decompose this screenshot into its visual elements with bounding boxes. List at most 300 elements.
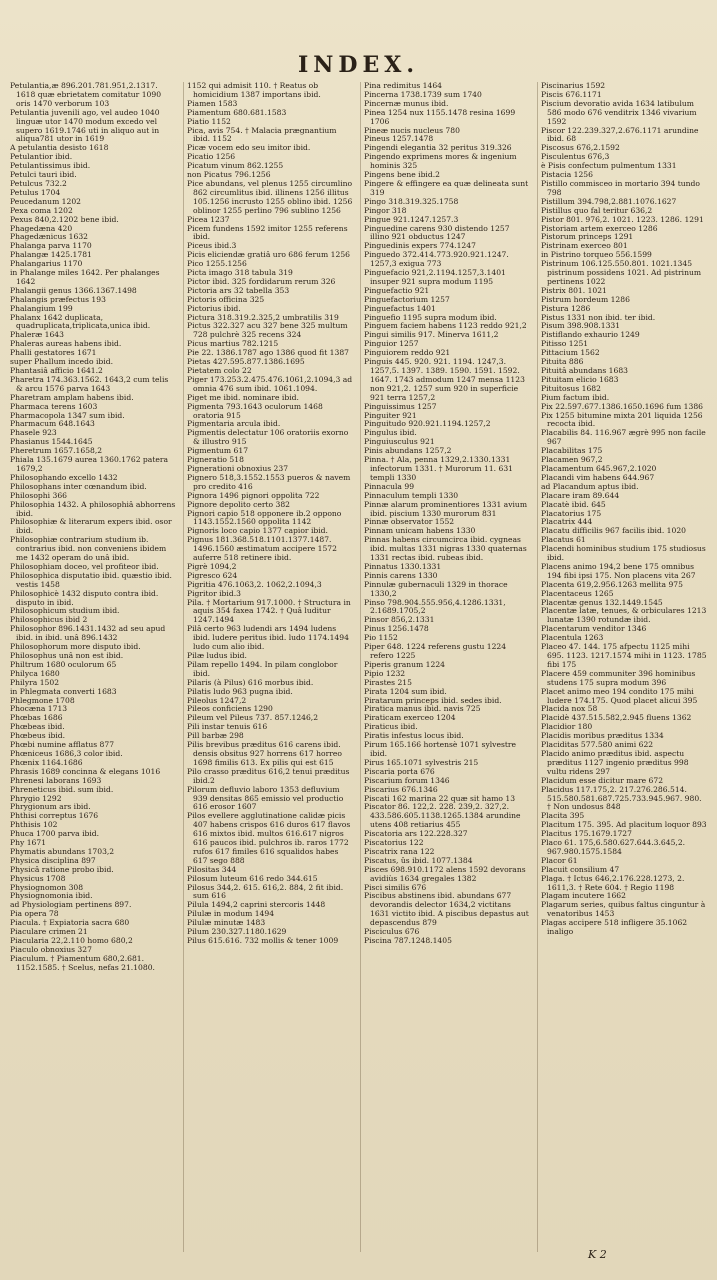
index-entry: Phocæna 1713 — [10, 704, 68, 714]
index-entry: Pisum 398.908.1331 — [541, 321, 621, 331]
index-entry: Pilâ certo 963 ludendi ars 1494 ludens ibid. ludere peritus ibid. ludo 1174.1494 ludo cum alio ibid. — [187, 624, 349, 652]
index-entry: Phalangæ 1425.1781 — [10, 250, 92, 260]
index-entry: Pilam repello 1494. In pilam conglobor ibid. — [187, 659, 338, 678]
index-entry: Pitisso 1251 — [541, 339, 589, 349]
index-entry: Pinguedine carens 930 distendo 1257 illino 921 obductus 1247 — [364, 223, 510, 242]
index-entry: Phalangii genus 1366.1367.1498 — [10, 285, 137, 295]
index-entry: Piperis granum 1224 — [364, 659, 446, 669]
index-entry: Pistillum 394.798,2.881.1076.1627 — [541, 196, 677, 206]
index-entry: in Phlegmata converti 1683 — [10, 686, 117, 696]
index-entry: Phagedænicus 1632 — [10, 232, 88, 242]
index-entry: Piscinarius 1592 — [541, 82, 606, 90]
index-entry: Pinguiusculus 921 — [364, 437, 435, 447]
index-entry: Physicus 1708 — [10, 873, 66, 883]
index-entry: in Pistrino torqueo 556.1599 — [541, 250, 652, 260]
index-entry: è Pisis confectum pulmentum 1331 — [541, 161, 677, 171]
index-entry: Philosophicus ibid 2 — [10, 615, 88, 625]
index-entry: Pistacia 1256 — [541, 170, 593, 180]
index-entry: Placatorius 175 — [541, 508, 602, 518]
index-entry: Pilaris (à Pilus) 616 morbus ibid. — [187, 677, 314, 687]
index-entry: Pistrinum 106.125.550.801. 1021.1345 pistrinum possidens 1021. Ad pistrinum pertinens 1022 — [541, 259, 702, 286]
index-entry: Piscor 122.239.327,2.676.1171 arundine ibid. 68 — [541, 125, 699, 144]
index-entry: Phrenesi laborans 1693 — [10, 775, 102, 785]
index-entry: Pinnis carens 1330 — [364, 570, 438, 580]
index-entry: Placita 395 — [541, 811, 585, 821]
index-entry: Placitus 175.1679.1727 — [541, 829, 632, 839]
index-entry: Pistiflando exhaurio 1249 — [541, 330, 640, 340]
index-entry: Pirum 165.166 hortensè 1071 sylvestre ibid. — [364, 740, 517, 758]
index-entry: Pistus 1331 non ibid. ter ibid. — [541, 312, 656, 322]
index-entry: Phœbi numine afflatus 877 — [10, 740, 115, 750]
index-entry: Pingo 318.319.325.1758 — [364, 196, 459, 206]
index-entry: Petulantia,æ 896.201.781.951,2.1317. 1618 quæ ebrietatem comitatur 1090 oris 1470 verborum 103 — [10, 82, 162, 108]
index-entry: Plaga. † Ictus 646,2.176.228.1273, 2. 1611,3. † Rete 604. † Regio 1198 — [541, 873, 685, 892]
index-entry: Pisciculus 676 — [364, 927, 420, 937]
index-entry: Piacula. † Expiatoria sacra 680 — [10, 918, 130, 928]
index-entry: Philosophica disputatio ibid. quæstio ibid. vestis 1458 — [10, 570, 172, 589]
index-entry: Placere 459 communiter 396 hominibus studens 175 supra modum 396 — [541, 668, 696, 687]
index-entry: Phrygio 1292 — [10, 793, 62, 803]
index-entry: Pileum vel Pileus 737. 857.1246,2 — [187, 713, 319, 723]
index-entry: super Phallum incedo ibid. — [10, 357, 113, 367]
index-entry: Pignerationi obnoxius 237 — [187, 463, 289, 473]
index-entry: Placidior 180 — [541, 722, 593, 732]
index-entry: Pigritor ibid.3 — [187, 588, 241, 598]
index-entry: Pinso 798.904.555.956,4.1286.1331, 2.1689.1705,2 — [364, 597, 506, 616]
index-entry: Pico 1255.1256 — [187, 259, 247, 269]
index-entry: Pina redimitus 1464 — [364, 82, 442, 90]
index-entry: Pineæ nucis nucleus 780 — [364, 125, 460, 135]
index-entry: Placida nox 58 — [541, 704, 598, 714]
index-entry: Pilatis ludo 963 pugna ibid. — [187, 686, 293, 696]
index-entry: Pingulus ibid. — [364, 428, 417, 438]
index-entry: Piaculare crimen 21 — [10, 927, 88, 937]
index-entry: Pittacium 1562 — [541, 348, 600, 358]
index-entry: Phagedæna 420 — [10, 223, 73, 233]
index-entry: Phthisi correptus 1676 — [10, 811, 99, 821]
index-entry: Pexa coma 1202 — [10, 205, 73, 215]
index-entry: Pinguefactorium 1257 — [364, 294, 450, 304]
index-entry: Picæ vocem edo seu imitor ibid. — [187, 143, 311, 153]
index-entry: Pharetra 174.363.1562. 1643,2 cum telis & arcu 1576 parva 1643 — [10, 374, 169, 393]
index-entry: Phreneticus ibid. sum ibid. — [10, 784, 114, 794]
index-entry: Petulantia juvenili ago, vel audeo 1040 linguæ utor 1470 modum excedo vel supero 1619.1746 uti in aliquo aut in aliqua781 utor in 1619 — [10, 107, 160, 144]
index-entry: Placenta 619,2.956.1263 mellita 975 — [541, 579, 683, 589]
index-entry: Pinguior 1257 — [364, 339, 419, 349]
index-entry: Pexus 840,2.1202 bene ibid. — [10, 214, 119, 224]
index-entry: Pie 22. 1386.1787 ago 1386 quod fit 1387 — [187, 348, 349, 358]
index-entry: Philtrum 1680 oculorum 65 — [10, 659, 117, 669]
index-entry: Petulantior ibid. — [10, 152, 73, 162]
index-entry: Pilus 615.616. 732 mollis & tener 1009 — [187, 936, 339, 945]
index-entry: Pill barbæ 298 — [187, 731, 244, 741]
index-entry: Pingui similis 917. Minerva 1611,2 — [364, 330, 499, 340]
index-entry: Philosophus unâ non est ibid. — [10, 651, 124, 660]
index-entry: Piger 173.253.2.475.476.1061,2.1094,3 ad omnia 476 sum ibid. 1061.1094. — [187, 374, 353, 393]
index-entry: Placitum 175. 395. Ad placitum loquor 893 — [541, 820, 707, 830]
index-entry: Placamentum 645.967,2.1020 — [541, 463, 657, 473]
index-entry: Pharmacopola 1347 sum ibid. — [10, 410, 125, 420]
signature-mark: K 2 — [588, 1248, 607, 1261]
index-entry: Pigmentum 617 — [187, 446, 249, 456]
index-entry: Pituita 886 — [541, 357, 584, 367]
index-entry: Piatio 1152 — [187, 116, 231, 126]
index-entry: Pistor 801. 976,2. 1021. 1223. 1286. 1291 — [541, 214, 704, 224]
index-entry: in Phalange miles 1642. Per phalanges 1642 — [10, 268, 160, 286]
index-entry: Piraticam exerceo 1204 — [364, 713, 456, 723]
index-entry: Pignora 1496 pignori oppolita 722 — [187, 490, 320, 500]
index-entry: Phœnix 1164.1686 — [10, 757, 83, 767]
index-entry: Physica disciplina 897 — [10, 855, 96, 865]
index-entry: Philosophi 366 — [10, 490, 67, 500]
index-entry: Phantasiâ afficio 1641.2 — [10, 366, 103, 375]
index-entry: Placentula 1263 — [541, 633, 604, 643]
index-entry: Piscatorius 122 — [364, 838, 424, 848]
index-entry: Pilorum defluvio laboro 1353 defluvium 939 densitas 865 emissio vel productio 616 erosor 1607 — [187, 784, 344, 812]
index-entry: Placidum esse dicitur mare 672 — [541, 775, 664, 785]
index-entry: Pistorum princeps 1291 — [541, 232, 634, 242]
index-entry: Pigneratio 518 — [187, 455, 244, 465]
index-entry: Plagam incutere 1662 — [541, 891, 626, 901]
index-entry: Philosophiæ contrarium studium ib. contrarius ibid. non conveniens ibidem me 1432 operam do unâ ibid. — [10, 535, 167, 563]
index-entry: Piscibus abstinens ibid. abundans 677 devorandis delector 1634,2 victitans 1631 victito ibid. A piscibus depastus aut depascendus 879 — [364, 891, 529, 928]
index-entry: Pinna. † Ala, penna 1329,2.1330.1331 infectorum 1331. † Murorum 11. 631 templi 1330 — [364, 455, 513, 482]
index-entry: Pistillus quo fal teritur 636,2 — [541, 205, 653, 215]
index-entry: Philosophiam doceo, vel profiteor ibid. — [10, 561, 159, 571]
index-entry: Pistoriam artem exerceo 1286 — [541, 223, 658, 233]
index-entry: Phuca 1700 parva ibid. — [10, 829, 100, 839]
index-entry: Phrygionum ars ibid. — [10, 802, 91, 812]
index-entry: Pinguiter 921 — [364, 410, 417, 420]
index-entry: Pituitam elicio 1683 — [541, 374, 619, 384]
index-entry: non Picatus 796.1256 — [187, 170, 271, 180]
index-entry: Placentæ genus 132.1449.1545 — [541, 597, 663, 607]
index-entry: Pinnacula 99 — [364, 481, 415, 491]
index-entry: Piscati 162 marina 22 quæ sit hamo 13 — [364, 793, 516, 803]
index-entry: Pisculentus 676,3 — [541, 152, 610, 162]
index-entry: Piratis infestus locus ibid. — [364, 731, 464, 741]
index-entry: Placare iram 89.644 — [541, 490, 620, 500]
index-entry: Phasianus 1544.1645 — [10, 437, 93, 447]
index-entry: Placatrix 444 — [541, 517, 593, 527]
index-entry: Pia opera 78 — [10, 909, 59, 919]
index-entry: Picatum vinum 862.1255 — [187, 161, 284, 171]
index-entry: Physiognomon 308 — [10, 882, 84, 892]
index-entry: Pinguiorem reddo 921 — [364, 348, 451, 358]
index-column-3 — [364, 82, 530, 1252]
index-entry: Pix 1255 bitumine mixta 201 liquida 1256 recocta ibid. — [541, 410, 703, 429]
index-entry: Pinguem faciem habens 1123 reddo 921,2 — [364, 321, 527, 331]
index-entry: Picus martius 782.1215 — [187, 339, 279, 349]
index-entry: Placatus 61 — [541, 535, 586, 545]
index-entry: Pigmentis delectatur 106 oratoriis exorno & illustro 915 — [187, 428, 349, 447]
index-entry: Placentarum venditor 1346 — [541, 624, 647, 634]
index-entry: Pinnæ alarum prominentiores 1331 avium ibid. piscium 1330 murorum 831 — [364, 499, 528, 518]
index-entry: Pinnaculum templi 1330 — [364, 490, 459, 500]
index-entry: Philosophans inter cœnandum ibid. — [10, 481, 147, 491]
index-entry: Placidus 117.175,2. 217.276.286.514. 515.580.581.687.725.733.945.967. 980. † Non undosus 848 — [541, 784, 702, 812]
index-entry: Pistrix 801. 1021 — [541, 285, 607, 295]
index-entry: Phthisis 102 — [10, 820, 58, 830]
index-entry: Pingere & effingere ea quæ delineata sunt 319 — [364, 178, 529, 197]
index-entry: Pineus 1257.1478 — [364, 134, 434, 144]
index-entry: Pilulæ in modum 1494 — [187, 909, 275, 919]
index-entry: Placatè ibid. 645 — [541, 499, 606, 509]
index-entry: Pinus 1256.1478 — [364, 624, 429, 634]
index-entry: Philosophando excello 1432 — [10, 472, 118, 482]
index-entry: Pix 22.597.677.1386.1650.1696 fum 1386 — [541, 401, 703, 411]
index-entry: Pinnæ observator 1552 — [364, 517, 455, 527]
index-entry: Pharmacum 648.1643 — [10, 419, 95, 429]
index-entry: Phalli gestatores 1671 — [10, 348, 97, 358]
index-entry: Picatio 1256 — [187, 152, 236, 162]
index-entry: Phœbas 1686 — [10, 713, 63, 723]
index-entry: Pileolus 1247,2 — [187, 695, 247, 705]
index-entry: Pipio 1232 — [364, 668, 406, 678]
index-entry: Plagas accipere 518 infligere 35.1062 inaligo — [541, 918, 688, 937]
index-entry: ad Physiologiam pertinens 897. — [10, 900, 132, 910]
index-entry: Physicâ ratione probo ibid. — [10, 864, 114, 874]
index-entry: Pirus 165.1071 sylvestris 215 — [364, 757, 479, 767]
index-entry: A petulantia desisto 1618 — [10, 143, 109, 153]
index-entry: Pinnas habens circumcirca ibid. cygneas ibid. multas 1331 nigras 1330 quaternas 1331 rectas ibid. rubeas ibid. — [364, 535, 527, 563]
index-entry: Placidis moribus præditus 1334 — [541, 731, 664, 741]
index-entry: Picem fundens 1592 imitor 1255 referens ibid. — [187, 223, 348, 242]
index-entry: Pili instar tenuis 616 — [187, 722, 268, 732]
index-entry: Pigritia 476.1063,2. 1062,2.1094,3 — [187, 579, 322, 589]
index-entry: Pistura 1286 — [541, 303, 591, 313]
index-entry: Phalanga parva 1170 — [10, 241, 92, 251]
index-entry: Plagarum series, quibus faltus cinguntur à venatoribus 1453 — [541, 900, 706, 919]
index-entry: Pilositas 344 — [187, 864, 237, 874]
index-entry: Pirata 1204 sum ibid. — [364, 686, 447, 696]
index-entry: Picea 1237 — [187, 214, 230, 224]
index-entry: Pituitâ abundans 1683 — [541, 366, 628, 375]
index-entry: Piscium devoratio avida 1634 latibulum 586 modo 676 venditrix 1346 vivarium 1592 — [541, 98, 697, 126]
index-entry: Pilis brevibus præditus 616 carens ibid. densis obsitus 927 horrens 617 horreo 1698 fimilis 613. Ex pilis qui est 615 — [187, 740, 342, 767]
index-entry: Pictus 322.327 acu 327 bene 325 multum 728 pulchrè 325 recens 324 — [187, 321, 348, 340]
index-column-1 — [10, 82, 176, 1252]
index-entry: Phalanx 1642 duplicata, quadruplicata,triplicata,unica ibid. — [10, 312, 151, 331]
index-entry: Pigresco 624 — [187, 570, 238, 580]
index-entry: 1152 qui admisit 110. † Reatus ob homicidium 1387 importans ibid. — [187, 82, 321, 99]
index-entry: Pictor ibid. 325 fordidarum rerum 326 — [187, 276, 336, 286]
index-entry: Philyra 1502 — [10, 677, 60, 687]
index-entry: Placido animo præditus ibid. aspectu præditus 1127 ingenio præditus 998 vultu ridens 297 — [541, 748, 689, 776]
index-entry: Pila. † Mortarium 917.1000. † Structura in aquis 354 faxea 1742. † Quâ luditur 1247.1494 — [187, 597, 351, 625]
index-entry: Petulantissimus ibid. — [10, 161, 91, 171]
index-entry: Pignori capio 518 opponere ib.2 oppono 1143.1552.1560 oppolita 1142 — [187, 508, 342, 527]
index-entry: Pinguedo 372.414.773.920.921.1247. 1257,3 exigua 773 — [364, 250, 509, 269]
index-column-4 — [541, 82, 707, 1252]
index-columns — [10, 82, 707, 1252]
index-entry: Piceus ibid.3 — [187, 241, 237, 251]
index-entry: Peucedanum 1202 — [10, 196, 82, 206]
index-entry: Pilæ ludus ibid. — [187, 651, 247, 660]
index-entry: Phasele 923 — [10, 428, 57, 438]
index-entry: Pigmentaria arcula ibid. — [187, 419, 281, 429]
index-entry: Placatu difficilis 967 facilis ibid. 1020 — [541, 526, 686, 536]
index-entry: Piscator 86. 122,2. 228. 239,2. 327,2. 433.586.605.1138.1265.1384 arundine utens 408 retiarius 455 — [364, 802, 521, 830]
index-entry: Placidè 437.515.582,2.945 fluens 1362 — [541, 713, 692, 723]
index-entry: Placabilis 84. 116.967 ægrè 995 non facile 967 — [541, 428, 706, 447]
index-entry: Pilos evellere agglutinatione calidæ picis 407 habens crispos 616 duros 617 flavos 616 mixtos ibid. multos 616.617 nigros 616 paucos ibid. pulchros ib. raros 1772 rufos 617 fimiles 616 squalidos habes 617 sego 888 — [187, 811, 351, 865]
index-entry: Phaleræ 1643 — [10, 330, 64, 340]
index-entry: Pileos conficiens 1290 — [187, 704, 273, 714]
index-entry: Piscarium forum 1346 — [364, 775, 450, 785]
index-entry: Piper 648. 1224 referens gustu 1224 refero 1225 — [364, 642, 507, 660]
index-entry: Pictorius ibid. — [187, 303, 241, 313]
index-entry: Pilosum luteum 616 redo 344.615 — [187, 873, 318, 883]
index-entry: Placor 61 — [541, 855, 578, 865]
index-entry: Pica, avis 754. † Malacia prægnantium ibid. 1152 — [187, 125, 337, 144]
index-entry: Philosophicum studium ibid. — [10, 606, 120, 616]
index-entry: Pinguefactus 1401 — [364, 303, 436, 313]
index-entry: Piamen 1583 — [187, 98, 238, 108]
index-entry: Pinguissimus 1257 — [364, 401, 437, 411]
index-entry: Pinnulæ gubernaculi 1329 in thorace 1330,2 — [364, 579, 508, 598]
index-entry: Pinguefactio 921 — [364, 285, 430, 295]
index-entry: Phœniceus 1686,3 color ibid. — [10, 748, 123, 758]
index-entry: Placo 61. 175,6.580.627.644.3.645,2. 967.980.1575.1584 — [541, 838, 686, 856]
index-entry: Piscis 676.1171 — [541, 89, 602, 99]
index-entry: Piamentum 680.681.1583 — [187, 107, 287, 117]
index-entry: Pignore depolito certo 382 — [187, 499, 290, 509]
index-entry: Pictoris officina 325 — [187, 294, 265, 304]
index-entry: Phiala 135.1679 aurea 1360.1762 patera 1679,2 — [10, 455, 169, 473]
index-entry: Pinis abundans 1257,2 — [364, 446, 452, 456]
index-entry: Piscatus, ûs ibid. 1077.1384 — [364, 855, 473, 865]
index-entry: Pilum 230.327.1180.1629 — [187, 927, 287, 937]
index-entry: Petulus 1704 — [10, 187, 61, 197]
index-entry: Pietas 427.595.877.1386.1695 — [187, 357, 305, 367]
index-entry: Placens animo 194,2 bene 175 omnibus 194 fibi ipsi 175. Non placens vita 267 — [541, 561, 696, 580]
index-entry: Piscarius 676.1346 — [364, 784, 438, 794]
index-entry: Pigrè 1094,2 — [187, 561, 237, 571]
index-entry: Picta imago 318 tabula 319 — [187, 268, 293, 278]
index-entry: Pilo crasso præditus 616,2 tenui præditus ibid.2 — [187, 766, 350, 785]
index-entry: Pictura 318.319.2.325,2 umbratilis 319 — [187, 312, 339, 322]
index-entry: Piaculum. † Piamentum 680,2.681. 1152.1585. † Scelus, nefas 21.1080. — [10, 953, 155, 972]
index-column-2 — [187, 82, 353, 1252]
index-entry: Pingendo exprimens mores & ingenium hominis 325 — [364, 152, 517, 171]
index-entry: Piscaria porta 676 — [364, 766, 435, 776]
index-entry: Piaculo obnoxius 327 — [10, 944, 92, 954]
index-entry: Pium factum ibid. — [541, 392, 610, 402]
index-entry: Pingor 318 — [364, 205, 407, 215]
index-entry: Pinguis 445. 920. 921. 1194. 1247,3. 1257,5. 1397. 1389. 1590. 1591. 1592. 1647. 1743 admodum 1247 mensa 1123 non 921,2. 1257 sum 920 in superficie 921 terra 1257,2 — [364, 357, 525, 402]
index-entry: Placendi hominibus studium 175 studiosus ibid. — [541, 544, 706, 563]
index-entry: Phlegmone 1708 — [10, 695, 75, 705]
index-entry: Placamen 967,2 — [541, 455, 603, 465]
index-entry: Pio 1152 — [364, 633, 398, 643]
index-entry: Pignus 181.368.518.1101.1377.1487. 1496.1560 æstimatum accipere 1572 auferre 518 retinere ibid. — [187, 535, 337, 563]
index-entry: Placet animo meo 194 condito 175 mihi ludere 174.175. Quod placet alicui 395 — [541, 686, 698, 705]
index-entry: Phy 1671 — [10, 838, 47, 848]
index-entry: ad Placandum aptus ibid. — [541, 481, 639, 491]
index-entry: Pinnatus 1330.1331 — [364, 561, 442, 571]
index-entry: Phœbeas ibid. — [10, 722, 65, 732]
index-entry: Pituitosus 1682 — [541, 383, 601, 393]
index-entry: Philosophicè 1432 disputo contra ibid. disputo in ibid. — [10, 588, 159, 607]
index-entry: Pistrum hordeum 1286 — [541, 294, 630, 304]
index-entry: Petulcus 732.2 — [10, 178, 67, 188]
index-entry: Piscatrix rana 122 — [364, 846, 435, 856]
index-entry: Pinguefio 1195 supra modum ibid. — [364, 312, 497, 322]
index-entry: Phaleras aureas habens ibid. — [10, 339, 122, 349]
index-entry: Piscosus 676,2.1592 — [541, 143, 620, 153]
index-entry: Pisci similis 676 — [364, 882, 427, 892]
index-entry: Placiditas 577.580 animi 622 — [541, 740, 654, 750]
index-entry: Pilosus 344,2. 615. 616,2. 884, 2 fit ibid. sum 616 — [187, 882, 344, 901]
index-entry: Pilulæ minutæ 1483 — [187, 918, 266, 928]
index-entry: Pignero 518,3.1552.1553 pueros & navem pro credito 416 — [187, 472, 351, 491]
index-entry: Philyca 1680 — [10, 668, 60, 678]
index-entry: Pincernæ munus ibid. — [364, 98, 449, 108]
index-entry: Pignoris loco capio 1377 capior ibid. — [187, 526, 328, 536]
index-entry: Placabilitas 175 — [541, 446, 603, 456]
index-entry: Phrasis 1689 concinna & elegans 1016 — [10, 766, 161, 776]
index-entry: Placentaceus 1265 — [541, 588, 614, 598]
index-entry: Petulci tauri ibid. — [10, 170, 77, 180]
index-entry: Phalangis præfectus 193 — [10, 294, 106, 304]
index-entry: Pingue 921.1247.1257.3 — [364, 214, 459, 224]
index-entry: Piacularia 22,2.110 homo 680,2 — [10, 936, 133, 945]
index-entry: Piget me ibid. nominare ibid. — [187, 392, 299, 402]
index-entry: Pinea 1254 nux 1155.1478 resina 1699 1706 — [364, 107, 516, 126]
index-entry: Pistrinam exerceo 801 — [541, 241, 628, 251]
index-entry: Pinsor 856,2.1331 — [364, 615, 435, 625]
index-entry: Piratarum princeps ibid. sedes ibid. — [364, 695, 502, 705]
index-entry: Pice abundans, vel plenus 1255 circumlino 862 circumlitus ibid. illinens 1256 illitus 105.1256 incrusto 1255 oblino ibid. 1256 oblinor 1255 perlino 796 sublino 1256 — [187, 178, 353, 215]
index-entry: Placuit consilium 47 — [541, 864, 620, 874]
index-entry: Philosophia 1432. A philosophiâ abhorrens ibid. — [10, 499, 176, 518]
index-entry: Pirastes 215 — [364, 677, 412, 687]
index-entry: Piscatoria ars 122.228.327 — [364, 829, 468, 839]
index-entry: Pheretrum 1657.1658,2 — [10, 446, 103, 456]
index-entry: Placeo 47. 144. 175 afpectu 1125 mihi 695. 1123. 1217.1574 mihi in 1123. 1785 fibi 175 — [541, 642, 707, 669]
index-entry: Pilula 1494,2 caprini stercoris 1448 — [187, 900, 326, 910]
index-entry: Placentæ latæ, tenues, & orbiculares 1213 lunatæ 1390 rotundæ ibid. — [541, 606, 707, 625]
index-entry: Pinguefacio 921,2.1194.1257,3.1401 insuper 921 supra modum 1195 — [364, 268, 506, 286]
index-entry: Pigmenta 793.1643 oculorum 1468 oratoria 915 — [187, 401, 323, 420]
index-entry: Phymatis abundans 1703,2 — [10, 846, 115, 856]
index-entry: Pingens bene ibid.2 — [364, 170, 440, 180]
index-entry: Pinnam unicam habens 1330 — [364, 526, 476, 536]
index-entry: Phœbeus ibid. — [10, 731, 66, 741]
index-entry: Philosophor 896.1431.1432 ad seu apud ibid. in ibid. unâ 896.1432 — [10, 624, 166, 643]
index-entry: Physiognomonia ibid. — [10, 891, 93, 901]
index-entry: Philosophiæ & literarum expers ibid. osor ibid. — [10, 517, 172, 536]
index-entry: Pistillo commisceo in mortario 394 tundo 798 — [541, 178, 700, 197]
index-entry: Pinguitudo 920.921.1194.1257,2 — [364, 419, 491, 429]
index-entry: Pietatem colo 22 — [187, 366, 252, 375]
index-entry: Placandi vim habens 644.967 — [541, 472, 655, 482]
index-entry: Piratica manus ibid. navis 725 — [364, 704, 481, 714]
index-entry: Pictoria ars 32 tabella 353 — [187, 285, 290, 295]
index-entry: Pharmaca terens 1603 — [10, 401, 98, 411]
index-entry: Picis eliciendæ gratiâ uro 686 ferum 1256 — [187, 250, 350, 260]
index-entry: Phalangium 199 — [10, 303, 73, 313]
index-entry: Pisces 698.910.1172 alens 1592 devorans avidiùs 1634 gregales 1382 — [364, 864, 526, 883]
page-heading: INDEX. — [298, 52, 419, 78]
index-entry: Pincerna 1738.1739 sum 1740 — [364, 89, 482, 99]
index-entry: Philosophorum more disputo ibid. — [10, 642, 141, 652]
index-entry: Pingendi elegantia 32 peritus 319.326 — [364, 143, 512, 153]
index-entry: Piscina 787.1248.1405 — [364, 936, 452, 945]
index-entry: Pharetram amplam habens ibid. — [10, 392, 134, 402]
index-entry: Pinguedinis expers 774.1247 — [364, 241, 476, 251]
